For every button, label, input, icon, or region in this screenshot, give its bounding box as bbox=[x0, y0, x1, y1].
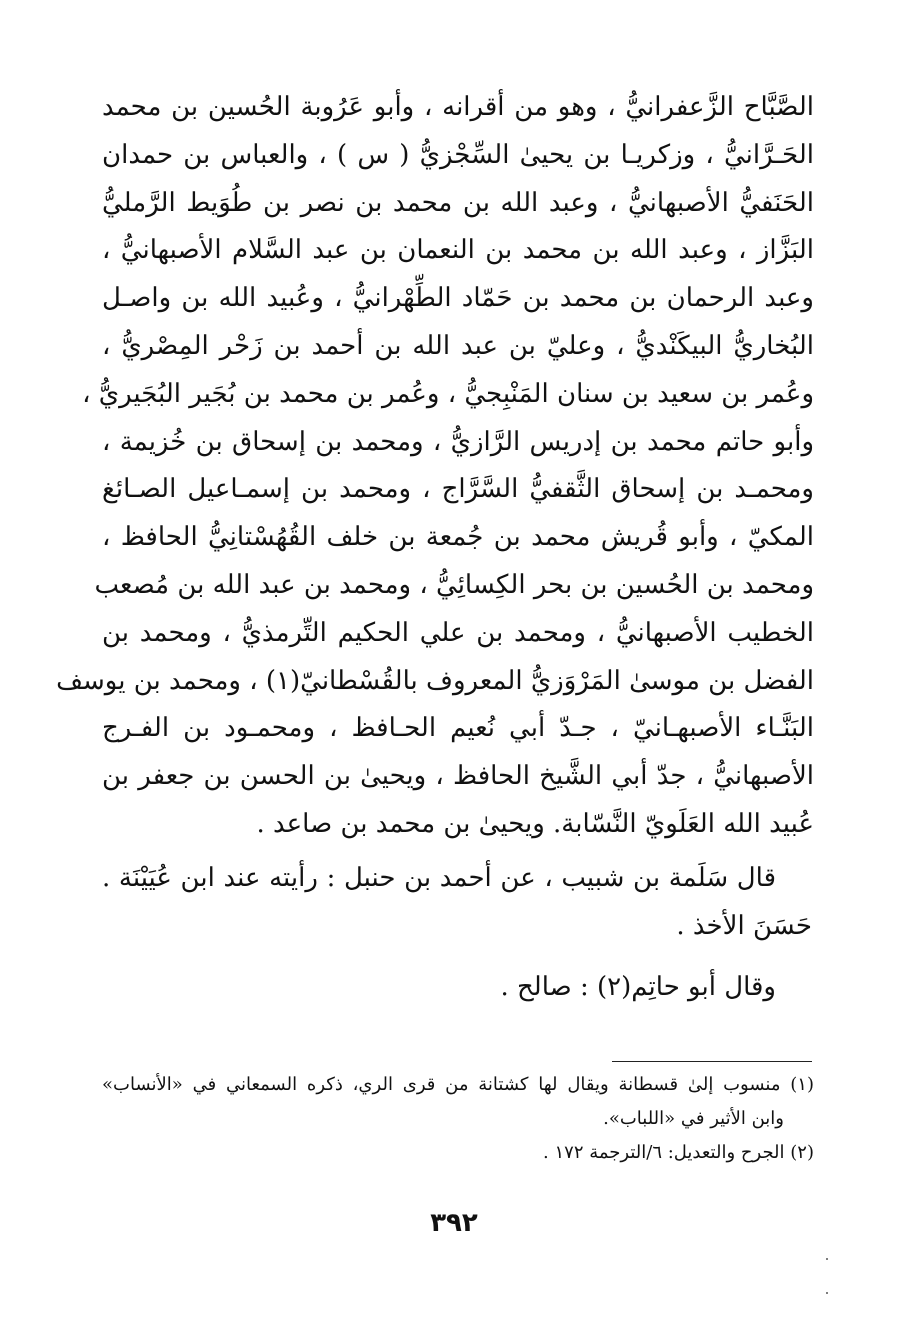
text-line: البَزَّاز ، وعبد الله بن محمد بن النعمان بن عبد السَّلام الأصبهانيُّ ، bbox=[102, 235, 814, 266]
text-line: حَسَنَ الأخذ . bbox=[676, 910, 812, 941]
footnote-line: (٢) الجرح والتعديل: ٦/الترجمة ١٧٢ . bbox=[543, 1142, 814, 1163]
page-number: ٣٩٢ bbox=[430, 1208, 478, 1238]
footnotes bbox=[102, 1068, 814, 1170]
speck bbox=[826, 1292, 828, 1294]
text-line: الحَنَفيُّ الأصبهانيُّ ، وعبد الله بن محمد بن نصر بن طُوَيط الرَّمليُّ bbox=[102, 187, 814, 218]
text-line: ومحمد بن الحُسين بن بحر الكِسائِيُّ ، ومحمد بن عبد الله بن مُصعب bbox=[94, 569, 814, 600]
text-line: وقال أبو حاتِم(٢) : صالح . bbox=[500, 972, 776, 1002]
text-line: وأبو حاتم محمد بن إدريس الرَّازيُّ ، ومحمد بن إسحاق بن خُزيمة ، bbox=[102, 426, 814, 457]
text-line: الأصبهانيُّ ، جدّ أبي الشَّيخ الحافظ ، ويحيىٰ بن الحسن بن جعفر بن bbox=[102, 761, 814, 792]
text-line: الحَـرَّانيُّ ، وزكريـا بن يحيىٰ السِّجْزيُّ ( س ) ، والعباس بن حمدان bbox=[102, 139, 814, 170]
footnote-line: وابن الأثير في «اللباب». bbox=[603, 1108, 784, 1129]
text-line: ومحمـد بن إسحاق الثَّقفيُّ السَّرَّاج ، ومحمد بن إسمـاعيل الصـائغ bbox=[102, 474, 814, 505]
text-line: عُبيد الله العَلَويّ النَّسّابة. ويحيىٰ بن محمد بن صاعد . bbox=[256, 808, 814, 839]
text-line: الخطيب الأصبهانيُّ ، ومحمد بن علي الحكيم التِّرمذيُّ ، ومحمد بن bbox=[102, 617, 814, 648]
quote-paragraph bbox=[102, 855, 812, 951]
text-line: الفضل بن موسىٰ المَرْوَزيُّ المعروف بالقُسْطانيّ(١) ، ومحمد بن يوسف bbox=[56, 665, 814, 696]
quote-paragraph bbox=[102, 964, 776, 1012]
text-line: البَنَّـاء الأصبهـانيّ ، جـدّ أبي نُعيم الحـافظ ، ومحمـود بن الفـرج bbox=[102, 713, 814, 744]
main-paragraph bbox=[56, 84, 814, 849]
text-line: الصَّبَّاح الزَّعفرانيُّ ، وهو من أقرانه ، وأبو عَرُوبة الحُسين بن محمد bbox=[102, 92, 814, 122]
text-line: وعُمر بن سعيد بن سنان المَنْبِجيُّ ، وعُمر بن محمد بن بُجَير البُجَيريُّ ، bbox=[82, 378, 814, 409]
text-line: قال سَلَمة بن شبيب ، عن أحمد بن حنبل : رأيته عند ابن عُيَيْنَة . bbox=[102, 863, 776, 893]
text-line: وعبد الرحمان بن محمد بن حَمّاد الطِّهْرانيُّ ، وعُبيد الله بن واصـل bbox=[102, 283, 814, 314]
footnote-line: (١) منسوب إلىٰ قسطانة ويقال لها كشتانة من قرى الري، ذكره السمعاني في «الأنساب» bbox=[102, 1074, 814, 1095]
text-line: البُخاريُّ البيكَنْديُّ ، وعليّ بن عبد الله بن أحمد بن زَحْر المِصْريُّ ، bbox=[102, 330, 814, 361]
speck bbox=[826, 1258, 828, 1260]
text-line: المكيّ ، وأبو قُريش محمد بن جُمعة بن خلف القُهُسْتانِيُّ الحافظ ، bbox=[102, 522, 814, 553]
footnote-divider bbox=[612, 1061, 812, 1062]
